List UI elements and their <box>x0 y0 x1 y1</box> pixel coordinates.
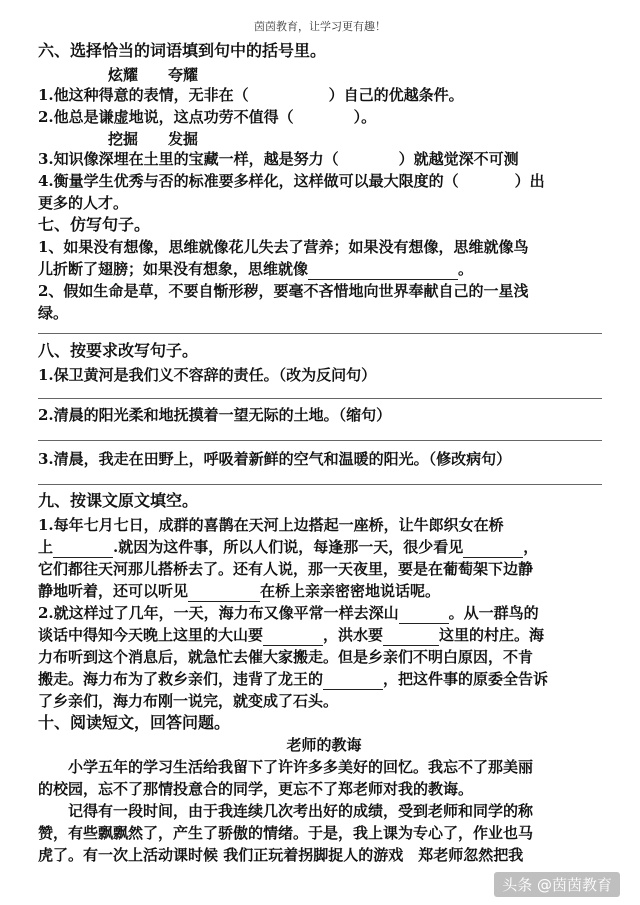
section-10-title: 十、阅读短文，回答问题。 <box>38 713 231 732</box>
word-choices-2: 挖掘 发掘 <box>108 130 199 148</box>
sec9-p1-line1: 1.每年七月七日，成群的喜鹊在天河上边搭起一座桥，让牛郎织女在桥 <box>38 516 504 534</box>
answer-blank[interactable] <box>263 627 323 646</box>
answer-blank[interactable] <box>463 539 523 558</box>
essay-line: 虎了。有一次上活动课时候 我们正玩着拐脚捉人的游戏 郑老师忽然把我 <box>38 846 524 864</box>
sec9-p2-line5: 了乡亲们，海力布刚一说完，就变成了石头。 <box>38 692 339 710</box>
section-9-title: 九、按课文原文填空。 <box>38 491 199 510</box>
section-6-title: 六、选择恰当的词语填到句中的括号里。 <box>38 41 327 60</box>
answer-line[interactable] <box>38 484 602 485</box>
essay-line: 赞，有些飘飘然了，产生了骄傲的情绪。于是，我上课为专心了，作业也马 <box>38 824 534 842</box>
essay-line: 的校园，忘不了那情投意合的同学，更忘不了郑老师对我的教诲。 <box>38 780 474 798</box>
answer-blank[interactable] <box>383 627 439 646</box>
answer-line[interactable] <box>38 333 602 334</box>
sec7-q1b: 儿折断了翅膀；如果没有想象，思维就像 。 <box>38 260 474 278</box>
sec9-p2-line4: 搬走。海力布为了救乡亲们，违背了龙王的 ，把这件事的原委全告诉 <box>38 670 549 688</box>
essay-line: 小学五年的学习生活给我留下了许许多多美好的回忆。我忘不了那美丽 <box>68 758 534 776</box>
sec9-p1-line2: 上 .就因为这件事，所以人们说，每逢那一天，很少看见 ， <box>38 538 539 556</box>
watermark: 头条 @茵茵教育 <box>494 872 620 897</box>
answer-blank[interactable] <box>188 583 260 602</box>
essay-title: 老师的教诲 <box>286 736 362 754</box>
answer-line[interactable] <box>38 398 602 399</box>
answer-blank[interactable] <box>399 605 449 624</box>
sec9-p1-line4: 静地听着，还可以听见 在桥上亲亲密密地说话呢。 <box>38 582 441 600</box>
sec9-p2-line3: 力布听到这个消息后，就急忙去催大家搬走。但是乡亲们不明白原因，不肯 <box>38 648 534 666</box>
sec6-q4: 4.衡量学生优秀与否的标准要多样化，这样做可以最大限度的（ ）出 <box>38 172 545 190</box>
sec8-q1: 1.保卫黄河是我们义不容辞的责任。（改为反问句） <box>38 366 377 384</box>
answer-line[interactable] <box>38 440 602 441</box>
section-7-title: 七、仿写句子。 <box>38 215 151 234</box>
answer-blank[interactable] <box>323 671 383 690</box>
sec9-p2-line1: 2.就这样过了几年，一天，海力布又像平常一样去深山 。从一群鸟的 <box>38 604 539 622</box>
sec6-q2: 2.他总是谦虚地说，这点功劳不值得（ ）。 <box>38 108 377 126</box>
section-8-title: 八、按要求改写句子。 <box>38 341 199 360</box>
answer-blank[interactable] <box>53 539 113 558</box>
sec9-p2-line2: 谈话中得知今天晚上这里的大山要 ，洪水要 这里的村庄。海 <box>38 626 545 644</box>
essay-line: 记得有一段时间，由于我连续几次考出好的成绩，受到老师和同学的称 <box>68 802 534 820</box>
sec8-q2: 2.清晨的阳光柔和地抚摸着一望无际的土地。（缩句） <box>38 406 392 424</box>
sec7-q2a: 2、假如生命是草，不要自惭形秽，要毫不吝惜地向世界奉献自己的一星浅 <box>38 282 529 300</box>
page-header: 茵茵教育，让学习更有趣！ <box>254 20 386 33</box>
sec8-q3: 3.清晨，我走在田野上，呼吸着新鲜的空气和温暖的阳光。（修改病句） <box>38 450 512 468</box>
sec6-q3: 3.知识像深埋在土里的宝藏一样，越是努力（ ）就越觉深不可测 <box>38 150 519 168</box>
sec9-p1-line3: 它们都往天河那儿搭桥去了。还有人说，那一天夜里，要是在葡萄架下边静 <box>38 560 534 578</box>
sec6-q4-cont: 更多的人才。 <box>38 194 129 212</box>
sec7-q2b: 绿。 <box>38 304 69 322</box>
sec7-q1a: 1、如果没有想像，思维就像花儿失去了营养；如果没有想像，思维就像鸟 <box>38 238 529 256</box>
word-choices-1: 炫耀 夸耀 <box>108 66 199 84</box>
sec6-q1: 1.他这种得意的表情，无非在（ ）自己的优越条件。 <box>38 86 464 104</box>
answer-blank[interactable] <box>308 261 458 280</box>
